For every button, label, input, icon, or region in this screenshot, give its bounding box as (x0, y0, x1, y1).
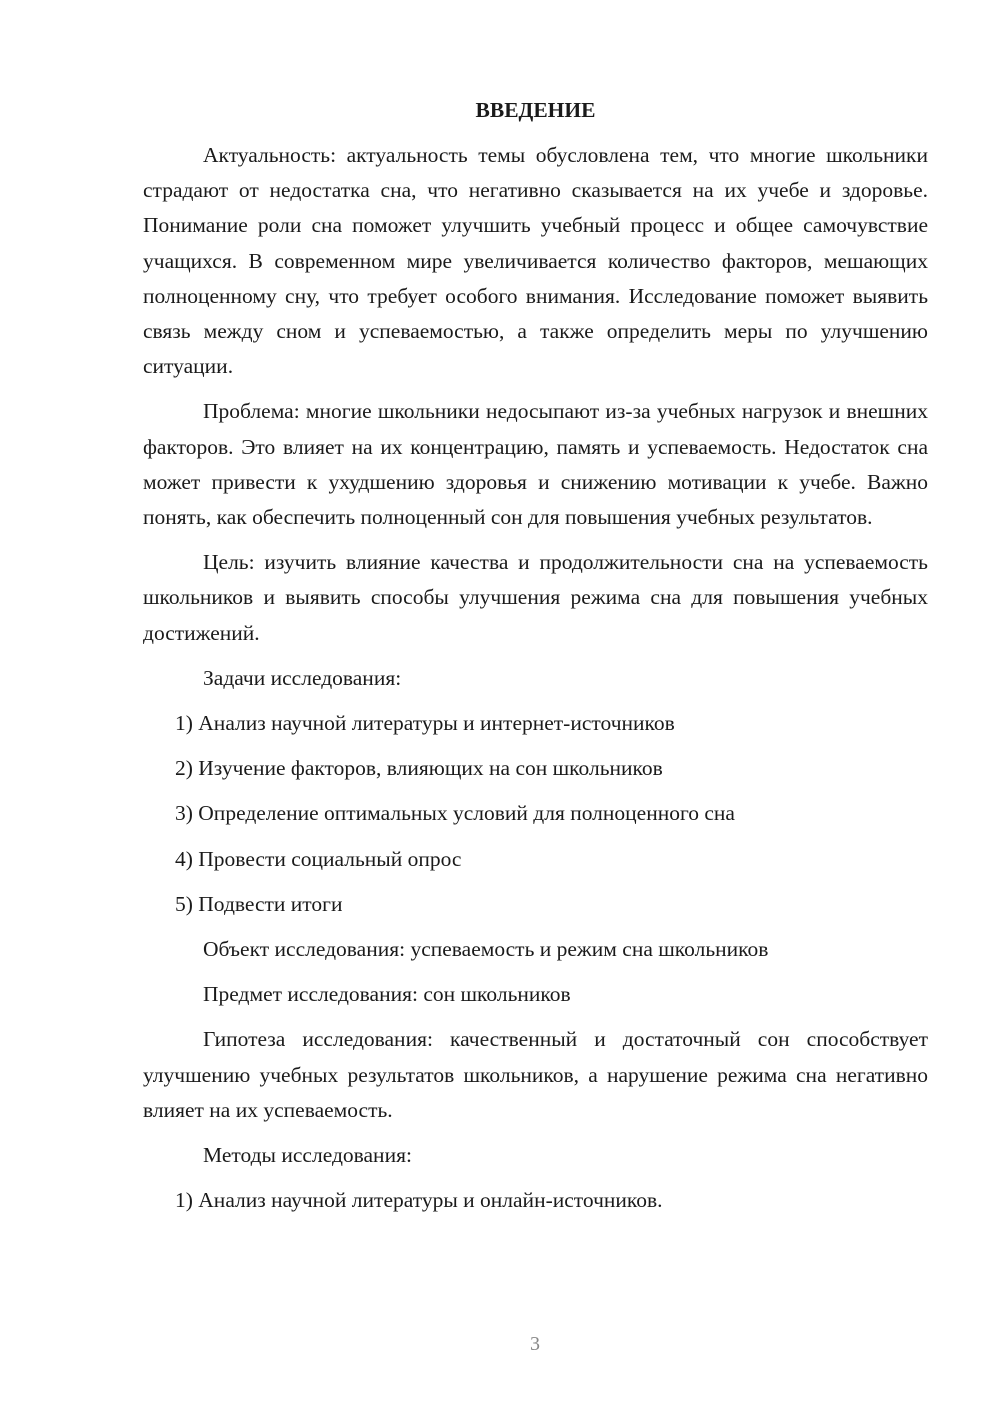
task-item: 1) Анализ научной литературы и интернет-источников (175, 711, 675, 736)
document-page (143, 93, 928, 1228)
method-item: 1) Анализ научной литературы и онлайн-источников. (175, 1188, 663, 1213)
methods-list (143, 1183, 928, 1218)
tasks-heading: Задачи исследования: (203, 665, 402, 690)
hypothesis-paragraph: Гипотеза исследования: качественный и достаточный сон способствует улучшению учебных результатов школьников, а нарушение режима сна негативно влияет на их успеваемость. (143, 1027, 928, 1122)
task-item: 2) Изучение факторов, влияющих на сон школьников (175, 756, 663, 781)
section-title: ВВЕДЕНИЕ (475, 98, 596, 122)
subject-line: Предмет исследования: сон школьников (203, 982, 571, 1007)
tasks-list (143, 706, 928, 922)
task-item: 3) Определение оптимальных условий для полноценного сна (175, 801, 735, 826)
task-item: 5) Подвести итоги (175, 891, 343, 916)
relevance-paragraph: Актуальность: актуальность темы обусловлена тем, что многие школьники страдают от недостатка сна, что негативно сказывается на их учебе и здоровье. Понимание роли сна поможет улучшить учебный процесс и общее самочувствие учащихся. В современном мире увеличивается количество факторов, мешающих полноценному сну, что требует особого внимания. Исследование поможет выявить связь между сном и успеваемостью, а также определить меры по улучшению ситуации. (143, 143, 928, 379)
goal-paragraph: Цель: изучить влияние качества и продолжительности сна на успеваемость школьников и выявить способы улучшения режима сна для повышения учебных достижений. (143, 550, 928, 645)
methods-heading: Методы исследования: (203, 1143, 412, 1168)
object-line: Объект исследования: успеваемость и режим сна школьников (203, 937, 769, 962)
task-item: 4) Провести социальный опрос (175, 846, 462, 871)
page-number: 3 (530, 1333, 540, 1355)
problem-paragraph: Проблема: многие школьники недосыпают из-за учебных нагрузок и внешних факторов. Это влияет на их концентрацию, память и успеваемость. Недостаток сна может привести к ухудшению здоровья и снижению мотивации к учебе. Важно понять, как обеспечить полноценный сон для повышения учебных результатов. (143, 399, 928, 530)
